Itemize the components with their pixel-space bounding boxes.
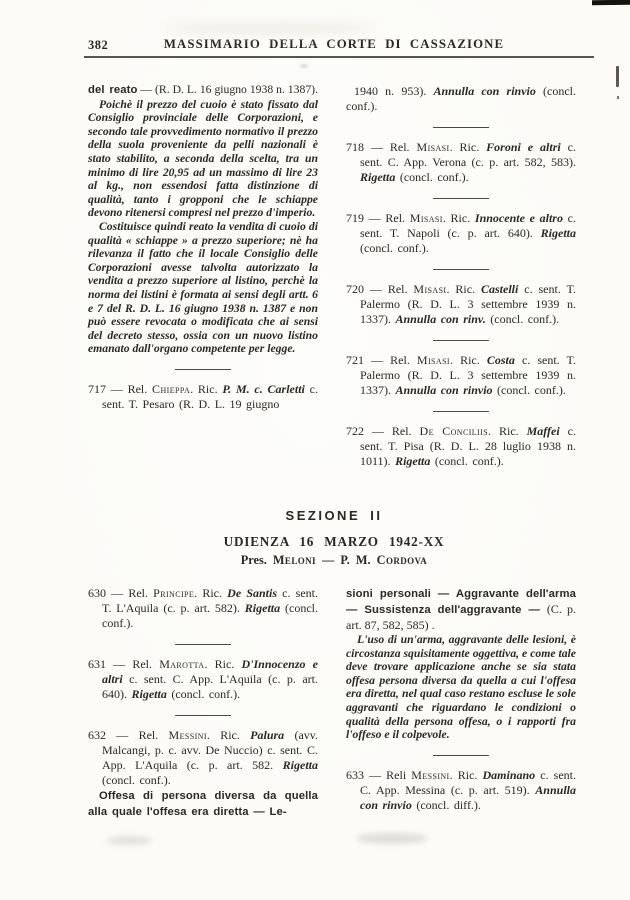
text-run: — (R. D. L. 16 giugno 1938 n. 1387). (137, 83, 318, 96)
text-run: L'uso di un'arma, aggravante delle lesioni, è circostanza squisitamente oggettiva, e come tale deve trovare applicazione anche se sia stata offesa persona diversa da quella a cui l'offesa era diretta, nel qual caso restano escluse le sole aggravanti che riguardano le condizioni o qualità della persona offesa, o i rapporti fra l'offeso e il colpevole. (346, 633, 576, 742)
text-run: Misasi (409, 211, 443, 225)
text-run: 1940 n. 953). (354, 84, 434, 98)
text-run: c. sent. T. Pisa (R. D. L. 28 luglio 1938 n. 1011). (360, 424, 576, 468)
massima-paragraph (88, 98, 318, 220)
text-run: c. sent. T. Napoli (c. p. art. 640). (360, 211, 576, 240)
text-run: (concl. conf.). (102, 601, 318, 630)
text-run: 719 — Rel. (346, 211, 410, 225)
text-run: 633 — Reli (346, 767, 412, 782)
text-run: Chieppa (152, 381, 191, 396)
text-run: sioni personali — Aggravante dell'arma — Sussistenza dell'aggravante — (346, 588, 576, 616)
separator-rule (433, 127, 489, 128)
text-run: . Ric. (446, 282, 481, 296)
text-run: Pres. (240, 553, 273, 567)
text-run: — P. M. (315, 553, 377, 567)
text-run: c. sent. T. Palermo (R. D. L. 3 settembre 1939 n. 1337). (360, 282, 576, 326)
case-entry-633 (346, 768, 576, 813)
text-run: 631 — Rel. (88, 657, 160, 671)
text-run: del reato (88, 84, 138, 96)
massima-paragraph (88, 220, 318, 356)
text-run: (concl. conf.). (102, 773, 171, 787)
text-run: Palura (250, 728, 285, 742)
scan-smudge (165, 22, 375, 35)
text-run: (concl. conf.). (346, 84, 577, 113)
text-run: Rigetta (395, 454, 431, 468)
case-entry-630 (88, 586, 318, 631)
text-run: 720 — Rel. (346, 282, 414, 296)
text-run: 630 — Rel. (88, 586, 154, 600)
case-entry-721 (346, 353, 576, 398)
text-run: 722 — Rel. (346, 424, 420, 438)
text-run: 717 — Rel. (88, 381, 153, 396)
text-run: c. sent. T. L'Aquila (c. p. art. 582). (102, 586, 318, 615)
text-run: Principe (153, 586, 195, 600)
scan-artifact-edge-dash (616, 66, 619, 87)
column-top-right (346, 84, 576, 469)
text-run: Messini (168, 728, 207, 742)
case-entry-717 (88, 382, 318, 412)
header-rule (84, 56, 594, 58)
text-run: (concl. conf.). (430, 454, 504, 468)
separator-rule (433, 269, 489, 270)
text-run: Marotta (159, 657, 205, 671)
text-run: Misasi (413, 282, 447, 296)
case-entry-632 (88, 728, 318, 788)
case-entry-717-continuation (346, 84, 576, 114)
text-run: (concl. conf.). (485, 312, 560, 326)
text-run: 718 — Rel. (346, 140, 417, 154)
case-entry-720 (346, 282, 576, 327)
text-run: Poichè il prezzo del cuoio è stato fissato dal Consiglio provinciale delle Corporazioni, e secondo tale provvedimento normativo il prezzo della suola proveniente da pelli nazionali è stato stabilito, a seconda della scelta, tra un minimo di lire 20,95 ad un massimo di lire 23 al kg., non essendosi fatta distinzione di qualità, tanto i gropponi che le schiappe devono ritenersi compresi nel prezzo d'imperio. (88, 97, 318, 220)
text-run: Maffei (526, 424, 560, 438)
text-run: Foroni e altri (486, 140, 561, 154)
text-run: (concl. diff.). (411, 797, 481, 812)
text-run: Messini (411, 767, 450, 782)
page-number: 382 (88, 38, 109, 52)
text-run: Offesa di persona diversa da quella alla quale l'offesa era diretta — Le- (88, 790, 318, 818)
separator-rule (433, 755, 489, 756)
section-presiding-line (88, 553, 580, 568)
case-entry-718 (346, 140, 576, 185)
text-run: c. sent. C. App. L'Aquila (c. p. art. 640). (102, 672, 318, 701)
text-run: P. M. c. Carletti (222, 381, 305, 396)
text-run: D'Innocenzo e altri (102, 657, 318, 686)
text-run: (concl. conf.). (166, 687, 241, 701)
text-run: . Ric. (450, 353, 487, 367)
scan-smudge (356, 833, 428, 844)
text-run: Annulla con rinvio (395, 383, 493, 397)
text-run: 632 — Rel. (88, 728, 169, 742)
column-bottom-left (88, 586, 318, 820)
text-run: Rigetta (540, 226, 576, 240)
section-header (88, 508, 580, 568)
text-run: . Ric. (488, 424, 527, 438)
scan-artifact-corner-strip (592, 0, 630, 5)
text-run: De Conciliis (419, 424, 489, 438)
text-run: Misasi (416, 353, 450, 367)
separator-rule (433, 411, 489, 412)
text-run: Annulla con rinvio (433, 84, 536, 98)
separator-rule (175, 369, 231, 370)
text-run: Castelli (481, 282, 519, 296)
text-run: (concl. conf.). (492, 383, 566, 397)
headword-del-reato (88, 83, 318, 98)
text-run: . Ric. (190, 381, 223, 396)
separator-rule (433, 340, 489, 341)
text-run: Rigetta (360, 170, 396, 184)
massima-paragraph (346, 633, 576, 742)
text-run: . Ric. (204, 657, 242, 671)
text-run: . Ric. (194, 586, 228, 600)
text-run: Annulla con rinv. (395, 312, 486, 326)
separator-rule (433, 198, 489, 199)
text-run: Costa (486, 353, 515, 367)
scan-artifact-edge-dot (617, 96, 619, 99)
column-top-left (88, 83, 318, 412)
text-run: (C. p. art. 87, 582, 585) . (346, 602, 576, 632)
text-run: c. sent. T. Palermo (R. D. L. 3 settembre 1939 n. 1337). (360, 353, 576, 397)
case-entry-719 (346, 211, 576, 256)
text-run: Annulla con rinvio (360, 782, 576, 812)
separator-rule (175, 715, 231, 716)
text-run: Rigetta (282, 758, 318, 772)
section-title: SEZIONE II (285, 508, 383, 523)
case-entry-722 (346, 424, 576, 469)
text-run: (avv. Malcangi, p. c. avv. De Nuccio) c. sent. C. App. L'Aquila (c. p. art. 582. (102, 728, 319, 772)
text-run: Daminano (482, 767, 536, 782)
text-run: (concl. conf.). (360, 241, 429, 255)
text-run: (concl. conf.). (395, 170, 469, 184)
text-run: . Ric. (206, 728, 251, 742)
separator-rule (175, 644, 231, 645)
running-title: MASSIMARIO DELLA CORTE DI CASSAZIONE (163, 37, 505, 51)
text-run: Innocente e altro (474, 211, 563, 225)
scan-smudge (106, 836, 152, 845)
text-run: 721 — Rel. (346, 353, 417, 367)
text-run: Cordova (376, 553, 428, 567)
text-run: Meloni (272, 553, 316, 567)
text-run: Rigetta (244, 601, 281, 615)
text-run: c. sent. C. App. Verona (c. p. art. 582, 583). (360, 140, 576, 169)
text-run: Misasi (416, 140, 450, 154)
text-run: c. sent. C. App. Messina (c. p. art. 519). (360, 767, 577, 797)
text-run: De Santis (227, 586, 277, 600)
text-run: . Ric. (449, 767, 483, 782)
headword-offesa (88, 788, 318, 820)
column-bottom-right (346, 586, 576, 813)
scan-smudge (300, 64, 308, 68)
text-run: Costituisce quindi reato la vendita di cuoio di qualità « schiappe » a prezzo superiore; nè ha rilevanza il fatto che il locale Consiglio delle Corporazioni avesse talvolta autorizzato la vendita a prezzo superiore al listino, perchè la norma dei listini è formata ai sensi degli artt. 6 e 7 del R. D. L. 16 giugno 1938 n. 1387 e non può essere revocata o modificata che ai sensi del decreto stesso, ossia con un nuovo listino emanato dall'organo competente per legge. (88, 219, 318, 356)
case-entry-631 (88, 657, 318, 702)
text-run: . Ric. (442, 211, 475, 225)
headword-offesa-continuation (346, 586, 576, 633)
text-run: Rigetta (131, 687, 167, 701)
section-sitting-date: UDIENZA 16 MARZO 1942-XX (223, 534, 445, 549)
text-run: c. sent. T. Pesaro (R. D. L. 19 giugno (102, 381, 318, 411)
text-run: . Ric. (449, 140, 487, 154)
